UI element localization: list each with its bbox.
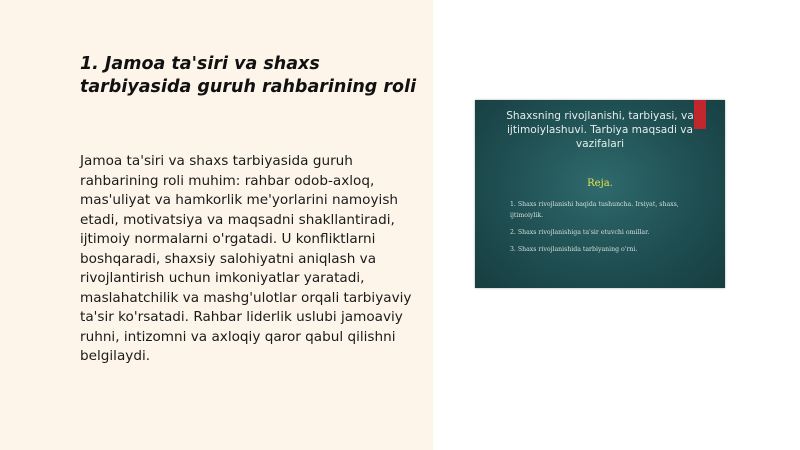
list-item: 2. Shaxs rivojlanishiga ta'sir etuvchi omillar. (510, 229, 650, 236)
embedded-slide-title: Shaxsning rivojlanishi, tarbiyasi, va ijtimoiylashuvi. Tarbiya maqsadi va vazifalari (506, 110, 694, 150)
embedded-slide-list (510, 199, 710, 261)
embedded-slide-subheading: Reja. (587, 178, 613, 189)
list-item: 1. Shaxs rivojlanishi haqida tushuncha. Irsiyat, shaxs, ijtimoiylik. (510, 201, 679, 219)
slide-title: 1. Jamoa ta'siri va shaxs tarbiyasida guruh rahbarining roli (80, 54, 417, 97)
slide-body-text: Jamoa ta'siri va shaxs tarbiyasida guruh rahbarining roli muhim: rahbar odob-axloq, mas'uliyat va hamkorlik me'yorlarini namoyish etadi, motivatsiya va maqsadni shakllantiradi, ijtimoiy normalarni o'rgatadi. U konfliktlarni boshqaradi, shaxsiy salohiyatni aniqlash va rivojlantirish uchun imkoniyatlar yaratadi, maslahatchilik va mashg'ulotlar orqali tarbiyaviy ta'sir ko'rsatadi. Rahbar liderlik uslubi jamoaviy ruhni, intizomni va axloqiy qaror qabul qilishni belgilaydi. (80, 153, 412, 364)
list-item: 3. Shaxs rivojlanishida tarbiyaning o'rni. (510, 246, 638, 253)
embedded-slide-image (475, 100, 725, 288)
